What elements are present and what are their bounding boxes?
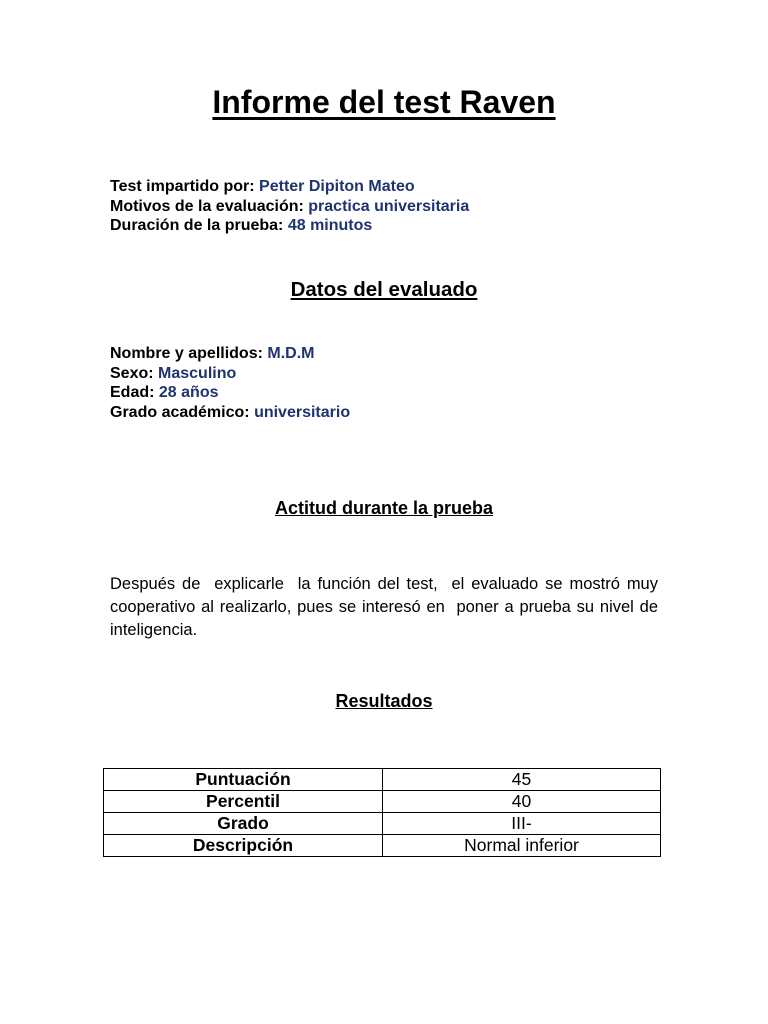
section-heading-actitud: Actitud durante la prueba bbox=[274, 498, 494, 518]
evaluado-field-row bbox=[110, 364, 350, 384]
table-row bbox=[104, 813, 661, 835]
result-value: III- bbox=[383, 813, 661, 835]
test-info-row bbox=[110, 197, 469, 217]
test-info-row bbox=[110, 177, 469, 197]
evaluado-field-value: M.D.M bbox=[267, 345, 315, 362]
test-info-row bbox=[110, 216, 469, 236]
test-info-block bbox=[110, 177, 469, 236]
test-info-label: Test impartido por: bbox=[110, 178, 255, 195]
evaluado-field-label: Nombre y apellidos: bbox=[110, 345, 263, 362]
document-title: Informe del test Raven bbox=[212, 84, 556, 120]
evaluado-field-value: 28 años bbox=[158, 384, 219, 401]
result-value: Normal inferior bbox=[383, 835, 661, 857]
result-label: Descripción bbox=[104, 835, 383, 857]
evaluado-field-row bbox=[110, 403, 350, 423]
test-info-value: practica universitaria bbox=[308, 197, 470, 215]
test-info-label: Motivos de la evaluación: bbox=[110, 197, 304, 215]
result-label: Puntuación bbox=[104, 769, 383, 791]
result-value: 40 bbox=[383, 791, 661, 813]
table-row bbox=[104, 769, 661, 791]
evaluado-field-value: Masculino bbox=[158, 364, 237, 382]
evaluado-field-label: Edad: bbox=[110, 384, 155, 401]
evaluado-info-block bbox=[110, 344, 350, 422]
test-info-value: 48 minutos bbox=[287, 217, 373, 234]
table-row bbox=[104, 835, 661, 857]
evaluado-field-row bbox=[110, 383, 350, 403]
result-value: 45 bbox=[383, 769, 661, 791]
result-label: Grado bbox=[104, 813, 383, 835]
evaluado-field-label: Grado académico: bbox=[110, 403, 250, 421]
test-info-label: Duración de la prueba: bbox=[110, 217, 284, 234]
results-table bbox=[103, 768, 661, 857]
result-label: Percentil bbox=[104, 791, 383, 813]
evaluado-field-row bbox=[110, 344, 350, 364]
actitud-paragraph: Después de explicarle la función del test, el evaluado se mostró muy cooperativo al realizarlo, pues se interesó en poner a prueba su nivel de inteligencia. bbox=[110, 575, 663, 639]
evaluado-field-value: universitario bbox=[254, 403, 351, 421]
evaluado-field-label: Sexo: bbox=[110, 364, 154, 382]
test-info-value: Petter Dipiton Mateo bbox=[259, 178, 415, 195]
section-heading-resultados: Resultados bbox=[335, 691, 433, 711]
section-heading-evaluado: Datos del evaluado bbox=[290, 278, 478, 301]
table-row bbox=[104, 791, 661, 813]
